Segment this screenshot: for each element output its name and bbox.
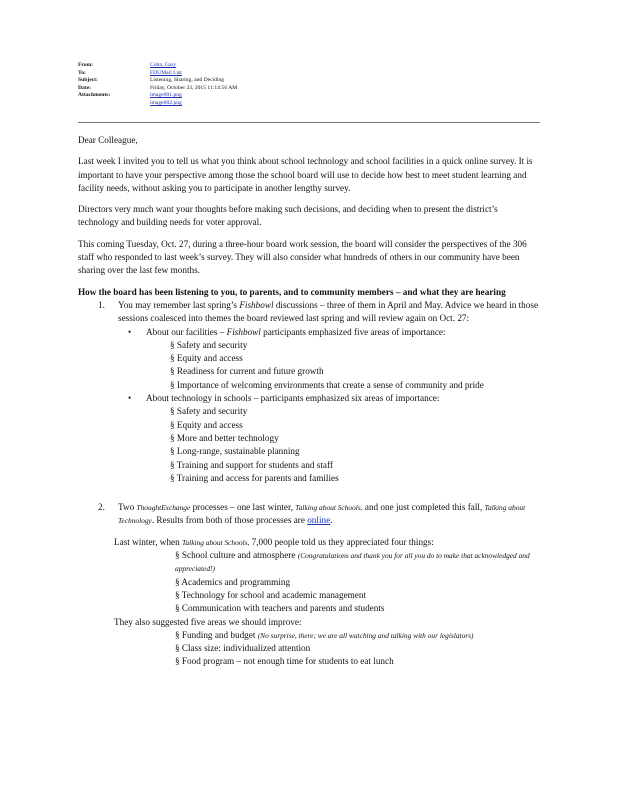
- item2-e: and one just completed this fall,: [362, 502, 485, 513]
- improve-intro: They also suggested five areas we should improve:: [114, 616, 302, 627]
- list-item: § Training and support for students and staff: [170, 459, 333, 470]
- item1-a: You may remember last spring’s: [118, 299, 240, 310]
- attachments-label: Attachments:: [78, 92, 111, 99]
- to-row: [78, 70, 237, 78]
- attachments-spacer: [78, 100, 150, 108]
- imp1-b: (No surprise, there; we are all watching and talking with our legislators): [257, 630, 474, 640]
- list-item-1: [78, 299, 540, 326]
- subject-value: Listening, Sharing, and Deciding: [150, 77, 225, 84]
- list-item: § More and better technology: [170, 432, 279, 443]
- bullet1-c: participants emphasized five areas of importance:: [260, 326, 446, 337]
- winter-b: Talking about Schools,: [182, 537, 250, 547]
- list-item: [175, 549, 540, 576]
- winter-intro: [114, 536, 540, 549]
- header-divider: [78, 122, 540, 123]
- list-number-1: 1.: [98, 299, 105, 310]
- from-label: From:: [78, 62, 94, 68]
- list-item: § Technology for school and academic management: [175, 589, 367, 600]
- list-item: § Long-range, sustainable planning: [170, 446, 300, 457]
- attachment-1[interactable]: image001.png: [150, 92, 182, 99]
- winter-c: 7,000 people told us they appreciated four things:: [249, 536, 434, 547]
- imp1-a: § Funding and budget: [175, 629, 258, 640]
- item1-c: discussions – three of them in April and May. Advice we heard in those sessions coalesced into themes the board reviewed last spring and will review again on Oct. 27:: [118, 299, 539, 324]
- list-text-1: [118, 299, 540, 326]
- to-value[interactable]: FDUMail List: [150, 69, 182, 76]
- section-heading: How the board has been listening to you, to parents, and to community members – and what they are hearing: [78, 286, 506, 297]
- item2-g: . Results from both of those processes are: [151, 515, 308, 526]
- online-link[interactable]: online: [307, 515, 331, 526]
- from-row: [78, 62, 237, 70]
- bullet-dot-icon: •: [128, 393, 132, 404]
- list-item: § Communication with teachers and parents and students: [175, 603, 385, 614]
- date-value: Friday, October 23, 2015 11:14:56 AM: [150, 84, 238, 91]
- list-item-2: [78, 501, 540, 528]
- facilities-list: [170, 339, 540, 392]
- appreciated-list: [175, 549, 540, 615]
- list-item: § Safety and security: [170, 406, 248, 417]
- list-item: § Safety and security: [170, 339, 248, 350]
- bullet-technology: [128, 392, 540, 405]
- bullet-facilities-text: [146, 326, 446, 339]
- improve-list: [175, 629, 540, 669]
- salutation: Dear Colleague,: [78, 135, 138, 145]
- attachments-row-2: [78, 100, 237, 108]
- item2-d: Talking about Schools,: [295, 503, 363, 513]
- item2-h: .: [330, 515, 333, 526]
- list-number-2: 2.: [98, 502, 105, 513]
- paragraph-3: This coming Tuesday, Oct. 27, during a three-hour board work session, the board will consider the perspectives of the 306 staff who responded to last week’s survey. They will also consider what hundreds of others in our community have been sharing over the last few months.: [78, 238, 527, 276]
- paragraph-2: Directors very much want your thoughts before making such decisions, and deciding when to present the district’s technology and building needs for voter approval.: [78, 204, 498, 228]
- attachments-row: [78, 92, 237, 100]
- bullet-dot-icon: •: [128, 326, 132, 337]
- subject-label: Subject:: [78, 77, 98, 84]
- winter-a: Last winter, when: [114, 536, 183, 547]
- bullet1-a: About our facilities –: [146, 326, 227, 337]
- item2-f: Talking about Technology: [118, 503, 526, 526]
- list-item: § Class size: individualized attention: [175, 643, 311, 654]
- subject-row: [78, 77, 237, 85]
- list-item: § Readiness for current and future growth: [170, 366, 324, 377]
- technology-list: [170, 405, 540, 485]
- item2-a: Two: [118, 502, 137, 513]
- list-item: § Importance of welcoming environments that create a sense of community and pride: [170, 379, 484, 390]
- attachment-2[interactable]: image002.png: [150, 99, 182, 106]
- item2-b: ThoughtExchange: [136, 503, 191, 513]
- item2-c: processes – one last winter,: [190, 502, 296, 513]
- to-label: To:: [78, 69, 86, 76]
- email-body: [78, 134, 540, 669]
- item1-b: Fishbowl: [239, 299, 274, 310]
- bullet-facilities: [128, 326, 540, 339]
- list-item: § Equity and access: [170, 419, 243, 430]
- date-row: [78, 85, 237, 93]
- bullet-technology-text: About technology in schools – participants emphasized six areas of importance:: [146, 393, 440, 404]
- list-item: § Equity and access: [170, 353, 243, 364]
- list-item: § Food program – not enough time for students to eat lunch: [175, 656, 394, 667]
- appr1-b: (Congratulations and thank you for all you do to make that acknowledged and appreciated!): [175, 551, 530, 574]
- paragraph-1: Last week I invited you to tell us what you think about school technology and school facilities in a quick online survey. It is important to have your perspective among those the school board will use to decide how best to meet student learning and facility needs, without asking you to participate in another lengthy survey.: [78, 156, 533, 193]
- list-item: § Training and access for parents and families: [170, 472, 339, 483]
- email-header: [78, 62, 237, 108]
- date-label: Date:: [78, 84, 92, 91]
- list-item: § Academics and programming: [175, 576, 291, 587]
- appr1-a: § School culture and atmosphere: [175, 550, 298, 561]
- list-item: [175, 629, 540, 642]
- bullet1-b: Fishbowl: [226, 326, 261, 337]
- from-value[interactable]: Cohn, Gary: [150, 62, 177, 68]
- list-text-2: [118, 501, 540, 528]
